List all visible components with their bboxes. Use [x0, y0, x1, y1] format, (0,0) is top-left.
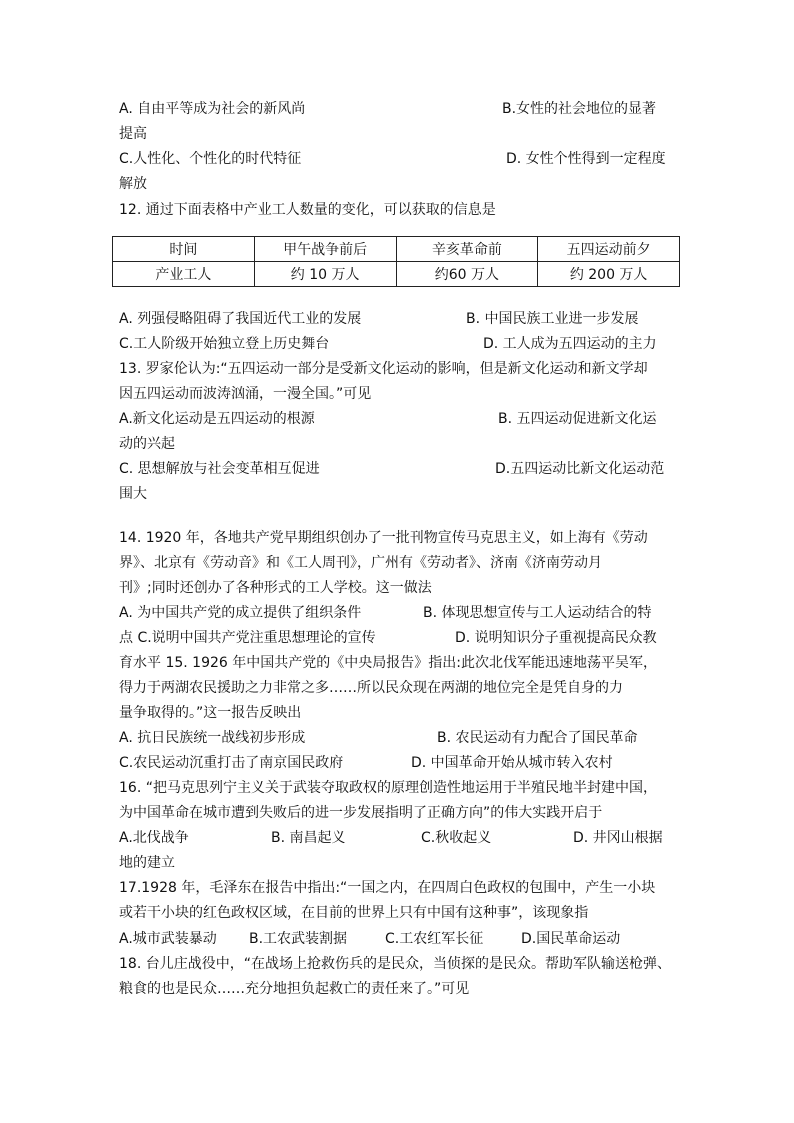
q16-stem-1: 16. “把马克思列宁主义关于武装夺取政权的原理创造性地运用于半殖民地半封建中国， [119, 780, 657, 796]
q17-stem-2: 或若干小块的红色政权区域，在目前的世界上只有中国有这种事”，该现象指 [119, 905, 589, 921]
q16-option-d-cont: 地的建立 [119, 855, 175, 871]
q12-stem: 12. 通过下面表格中产业工人数量的变化，可以获取的信息是 [119, 202, 496, 218]
table-header-cell: 甲午战争前后 [254, 237, 396, 262]
q14-option-d: D. 说明知识分子重视提高民众教 [455, 630, 657, 646]
q12-table [112, 236, 680, 287]
q16-option-c: C.秋收起义 [421, 830, 492, 846]
q14-option-c: 点 C.说明中国共产党注重思想理论的宣传 [119, 630, 376, 646]
q15-option-d: D. 中国革命开始从城市转入农村 [411, 755, 613, 771]
q15-stem-2: 得力于两湖农民援助之力非常之多……所以民众现在两湖的地位完全是凭自身的力 [119, 680, 623, 696]
table-cell: 约60 万人 [396, 262, 538, 287]
q17-option-a: A.城市武装暴动 [119, 931, 217, 947]
q16-option-a: A.北伐战争 [119, 830, 189, 846]
q11-option-d: D. 女性个性得到一定程度 [506, 151, 666, 167]
q13-option-a: A.新文化运动是五四运动的根源 [119, 411, 315, 427]
q11-option-b-cont: 提高 [119, 126, 147, 142]
q12-option-a: A. 列强侵略阻碍了我国近代工业的发展 [119, 311, 362, 327]
q13-option-b: B. 五四运动促进新文化运 [498, 411, 657, 427]
q15-stem-1: 育水平 15. 1926 年中国共产党的《中央局报告》指出:此次北伐军能迅速地荡平吴军， [119, 655, 657, 671]
q13-option-b-cont: 动的兴起 [119, 436, 175, 452]
q14-line-2: 界》、北京有《劳动音》和《工人周刊》，广州有《劳动者》、济南《济南劳动月 [119, 555, 602, 571]
table-header-cell: 时间 [113, 237, 255, 262]
table-cell: 约 10 万人 [254, 262, 396, 287]
q15-stem-3: 量争取得的。”这一报告反映出 [119, 705, 302, 721]
q15-option-c: C.农民运动沉重打击了南京国民政府 [119, 755, 344, 771]
q14-line-1: 14. 1920 年，各地共产党早期组织创办了一批刊物宣传马克思主义，如上海有《劳动 [119, 530, 648, 546]
q16-stem-2: 为中国革命在城市遭到失败后的进一步发展指明了正确方向”的伟大实践开启于 [119, 805, 603, 821]
q11-option-b: B.女性的社会地位的显著 [502, 101, 657, 117]
q14-line-3: 刊》;同时还创办了各种形式的工人学校。这一做法 [119, 580, 432, 596]
q13-stem-2: 因五四运动而波涛汹涌，一漫全国。”可见 [119, 386, 372, 402]
q13-option-c: C. 思想解放与社会变革相互促进 [119, 461, 320, 477]
q11-option-a: A. 自由平等成为社会的新风尚 [119, 101, 306, 117]
q15-option-a: A. 抗日民族统一战线初步形成 [119, 730, 306, 746]
q13-option-d: D.五四运动比新文化运动范 [495, 461, 665, 477]
q17-stem-1: 17.1928 年，毛泽东在报告中指出:“一国之内，在四周白色政权的包围中，产生一小块 [119, 880, 656, 896]
q12-option-b: B. 中国民族工业进一步发展 [466, 311, 639, 327]
q14-option-b: B. 体现思想宣传与工人运动结合的特 [423, 605, 652, 621]
q11-option-d-cont: 解放 [119, 176, 147, 192]
table-header-row [113, 237, 680, 262]
q13-option-d-cont: 围大 [119, 486, 147, 502]
q14-option-a: A. 为中国共产党的成立提供了组织条件 [119, 605, 362, 621]
q16-option-b: B. 南昌起义 [271, 830, 346, 846]
q11-option-c: C.人性化、个性化的时代特征 [119, 151, 302, 167]
q17-option-b: B.工农武装割据 [249, 931, 348, 947]
q12-option-d: D. 工人成为五四运动的主力 [483, 336, 657, 352]
q18-stem-1: 18. 台儿庄战役中，“在战场上抢救伤兵的是民众，当侦探的是民众。帮助军队输送枪弹、 [119, 956, 671, 972]
q13-stem-1: 13. 罗家伦认为:“五四运动一部分是受新文化运动的影响，但是新文化运动和新文学却 [119, 361, 648, 377]
table-cell: 产业工人 [113, 262, 255, 287]
q12-option-c: C.工人阶级开始独立登上历史舞台 [119, 336, 330, 352]
table-cell: 约 200 万人 [538, 262, 680, 287]
table-row [113, 262, 680, 287]
q18-stem-2: 粮食的也是民众……充分地担负起救亡的责任来了。”可见 [119, 981, 470, 997]
table-header-cell: 五四运动前夕 [538, 237, 680, 262]
q17-option-c: C.工农红军长征 [385, 931, 484, 947]
q16-option-d: D. 井冈山根据 [573, 830, 663, 846]
table-header-cell: 辛亥革命前 [396, 237, 538, 262]
q17-option-d: D.国民革命运动 [521, 931, 621, 947]
q15-option-b: B. 农民运动有力配合了国民革命 [437, 730, 638, 746]
